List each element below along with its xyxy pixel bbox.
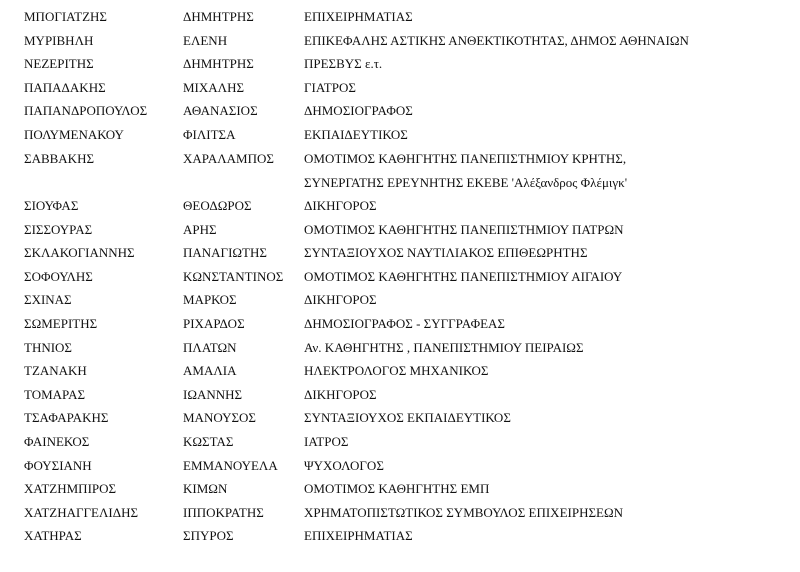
list-row — [0, 219, 800, 241]
firstname-cell: ΜΙΧΑΛΗΣ — [183, 80, 245, 95]
firstname-cell: ΠΛΑΤΩΝ — [183, 340, 237, 355]
list-row — [0, 6, 800, 28]
firstname-cell: ΕΛΕΝΗ — [183, 33, 228, 48]
surname-cell: ΧΑΤΖΗΑΓΓΕΛΙΔΗΣ — [24, 505, 139, 520]
occupation-cell: ΕΚΠΑΙΔΕΥΤΙΚΟΣ — [304, 127, 408, 142]
firstname-cell: ΑΜΑΛΙΑ — [183, 363, 237, 378]
surname-cell: ΠΑΠΑΝΔΡΟΠΟΥΛΟΣ — [24, 103, 148, 118]
list-row — [0, 407, 800, 429]
occupation-cell: ΟΜΟΤΙΜΟΣ ΚΑΘΗΓΗΤΗΣ ΠΑΝΕΠΙΣΤΗΜΙΟΥ ΠΑΤΡΩΝ — [304, 222, 624, 237]
list-row — [0, 148, 800, 170]
occupation-cell: ΕΠΙΧΕΙΡΗΜΑΤΙΑΣ — [304, 9, 413, 24]
surname-cell: ΤΖΑΝΑΚΗ — [24, 363, 87, 378]
occupation-cell: ΧΡΗΜΑΤΟΠΙΣΤΩΤΙΚΟΣ ΣΥΜΒΟΥΛΟΣ ΕΠΙΧΕΙΡΗΣΕΩΝ — [304, 505, 624, 520]
surname-cell: ΜΠΟΓΙΑΤΖΗΣ — [24, 9, 107, 24]
firstname-cell: ΚΩΣΤΑΣ — [183, 434, 234, 449]
surname-cell: ΣΩΜΕΡΙΤΗΣ — [24, 316, 98, 331]
firstname-cell: ΣΠΥΡΟΣ — [183, 528, 234, 543]
surname-cell: ΣΙΣΣΟΥΡΑΣ — [24, 222, 93, 237]
surname-cell: ΤΗΝΙΟΣ — [24, 340, 73, 355]
occupation-cell: ΨΥΧΟΛΟΓΟΣ — [304, 458, 384, 473]
occupation-cell: ΣΥΝΤΑΞΙΟΥΧΟΣ ΝΑΥΤΙΛΙΑΚΟΣ ΕΠΙΘΕΩΡΗΤΗΣ — [304, 245, 588, 260]
occupation-cell: ΟΜΟΤΙΜΟΣ ΚΑΘΗΓΗΤΗΣ ΠΑΝΕΠΙΣΤΗΜΙΟΥ ΚΡΗΤΗΣ, — [304, 151, 627, 166]
occupation-cell: ΟΜΟΤΙΜΟΣ ΚΑΘΗΓΗΤΗΣ ΠΑΝΕΠΙΣΤΗΜΙΟΥ ΑΙΓΑΙΟΥ — [304, 269, 623, 284]
list-row — [0, 455, 800, 477]
surname-cell: ΣΚΛΑΚΟΓΙΑΝΝΗΣ — [24, 245, 135, 260]
occupation-cell: ΔΙΚΗΓΟΡΟΣ — [304, 292, 377, 307]
list-row-continuation — [0, 172, 800, 194]
occupation-cell: ΔΙΚΗΓΟΡΟΣ — [304, 387, 377, 402]
surname-cell: ΝΕΖΕΡΙΤΗΣ — [24, 56, 94, 71]
occupation-cell: ΣΥΝΕΡΓΑΤΗΣ ΕΡΕΥΝΗΤΗΣ ΕΚΕΒΕ 'Αλέξανδρος Φλέμιγκ' — [304, 175, 628, 190]
surname-cell: ΧΑΤΖΗΜΠΙΡΟΣ — [24, 481, 117, 496]
surname-cell: ΠΟΛΥΜΕΝΑΚΟΥ — [24, 127, 124, 142]
firstname-cell: ΚΩΝΣΤΑΝΤΙΝΟΣ — [183, 269, 284, 284]
occupation-cell: ΗΛΕΚΤΡΟΛΟΓΟΣ ΜΗΧΑΝΙΚΟΣ — [304, 363, 489, 378]
firstname-cell: ΑΡΗΣ — [183, 222, 217, 237]
surname-cell: ΣΧΙΝΑΣ — [24, 292, 72, 307]
list-row — [0, 313, 800, 335]
firstname-cell: ΜΑΡΚΟΣ — [183, 292, 237, 307]
firstname-cell: ΙΩΑΝΝΗΣ — [183, 387, 243, 402]
surname-cell: ΧΑΤΗΡΑΣ — [24, 528, 82, 543]
firstname-cell: ΜΑΝΟΥΣΟΣ — [183, 410, 256, 425]
surname-cell: ΣΙΟΥΦΑΣ — [24, 198, 79, 213]
occupation-cell: ΕΠΙΧΕΙΡΗΜΑΤΙΑΣ — [304, 528, 413, 543]
occupation-cell: ΕΠΙΚΕΦΑΛΗΣ ΑΣΤΙΚΗΣ ΑΝΘΕΚΤΙΚΟΤΗΤΑΣ, ΔΗΜΟΣ ΑΘΗΝΑΙΩΝ — [304, 33, 689, 48]
firstname-cell: ΕΜΜΑΝΟΥΕΛΑ — [183, 458, 278, 473]
occupation-cell: ΔΗΜΟΣΙΟΓΡΑΦΟΣ — [304, 103, 413, 118]
occupation-cell: ΙΑΤΡΟΣ — [304, 434, 349, 449]
list-row — [0, 337, 800, 359]
list-row — [0, 478, 800, 500]
surname-cell: ΣΑΒΒΑΚΗΣ — [24, 151, 95, 166]
surname-cell: ΣΟΦΟΥΛΗΣ — [24, 269, 93, 284]
surname-cell: ΠΑΠΑΔΑΚΗΣ — [24, 80, 106, 95]
firstname-cell: ΦΙΛΙΤΣΑ — [183, 127, 236, 142]
list-row — [0, 502, 800, 524]
firstname-cell: ΠΑΝΑΓΙΩΤΗΣ — [183, 245, 267, 260]
surname-cell: ΦΟΥΣΙΑΝΗ — [24, 458, 92, 473]
list-row — [0, 360, 800, 382]
firstname-cell: ΑΘΑΝΑΣΙΟΣ — [183, 103, 258, 118]
surname-cell: ΜΥΡΙΒΗΛΗ — [24, 33, 94, 48]
firstname-cell: ΚΙΜΩΝ — [183, 481, 228, 496]
list-row — [0, 195, 800, 217]
list-row — [0, 77, 800, 99]
firstname-cell: ΡΙΧΑΡΔΟΣ — [183, 316, 245, 331]
surname-cell: ΤΣΑΦΑΡΑΚΗΣ — [24, 410, 109, 425]
list-row — [0, 124, 800, 146]
surname-cell: ΤΟΜΑΡΑΣ — [24, 387, 86, 402]
list-row — [0, 266, 800, 288]
list-row — [0, 525, 800, 547]
list-row — [0, 242, 800, 264]
firstname-cell: ΔΗΜΗΤΡΗΣ — [183, 56, 254, 71]
occupation-cell: ΟΜΟΤΙΜΟΣ ΚΑΘΗΓΗΤΗΣ ΕΜΠ — [304, 481, 490, 496]
occupation-cell: ΔΗΜΟΣΙΟΓΡΑΦΟΣ - ΣΥΓΓΡΑΦΕΑΣ — [304, 316, 505, 331]
occupation-cell: ΔΙΚΗΓΟΡΟΣ — [304, 198, 377, 213]
occupation-cell: ΓΙΑΤΡΟΣ — [304, 80, 356, 95]
occupation-cell: ΠΡΕΣΒΥΣ ε.τ. — [304, 56, 383, 71]
list-row — [0, 384, 800, 406]
list-row — [0, 431, 800, 453]
surname-cell: ΦΑΙΝΕΚΟΣ — [24, 434, 90, 449]
firstname-cell: ΙΠΠΟΚΡΑΤΗΣ — [183, 505, 264, 520]
list-row — [0, 100, 800, 122]
firstname-cell: ΧΑΡΑΛΑΜΠΟΣ — [183, 151, 274, 166]
list-row — [0, 53, 800, 75]
occupation-cell: Αν. ΚΑΘΗΓΗΤΗΣ , ΠΑΝΕΠΙΣΤΗΜΙΟΥ ΠΕΙΡΑΙΩΣ — [304, 340, 584, 355]
list-row — [0, 30, 800, 52]
occupation-cell: ΣΥΝΤΑΞΙΟΥΧΟΣ ΕΚΠΑΙΔΕΥΤΙΚΟΣ — [304, 410, 511, 425]
firstname-cell: ΘΕΟΔΩΡΟΣ — [183, 198, 252, 213]
firstname-cell: ΔΗΜΗΤΡΗΣ — [183, 9, 254, 24]
list-row — [0, 289, 800, 311]
